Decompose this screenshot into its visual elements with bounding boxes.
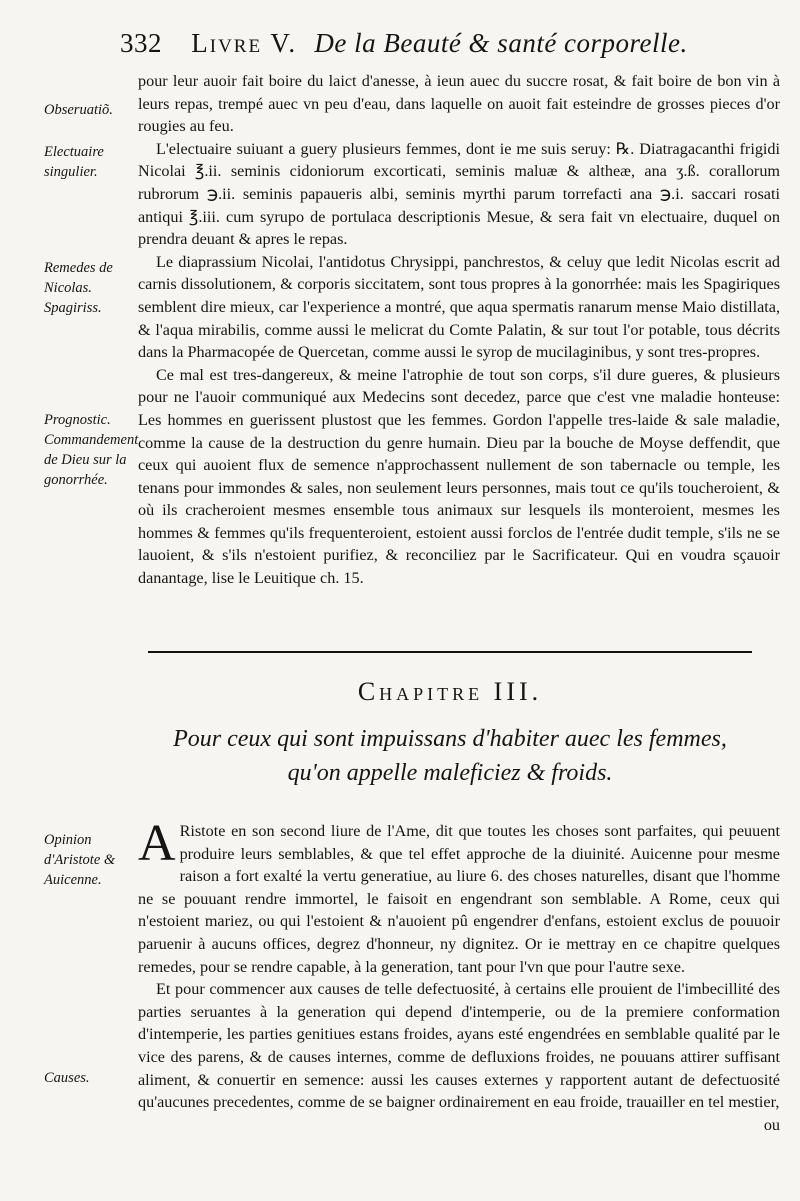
paragraph-mal-dangereux: Ce mal est tres-dangereux, & meine l'atrophie de tout son corps, s'il dure gueres, & plusieurs pour ne l'auoir communiqué aux Medecins sont decedez, parce que c'est vne maladie honteuse: Les hommes en guerissent plustost que les femmes. Gordon l'appelle tres-laide & sale maladie, comme la cause de la destruction du genre humain. Dieu par la bouche de Moyse deffendit, que ceux qui auoient flux de semence n'approchassent nullement de son tabernacle ou temple, les tenans pour immondes & sales, non seulement leurs personnes, mais tout ce qu'ils toucheroient, & où ils cracheroient mesmes ensemble tous animaux sur lesquels ils monteroient, mesmes les hommes & femmes qu'ils frequenteroient, estoient aussi forclos de l'entrée dudit temple, s'ils ne se lauoient, & s'ils n'estoient purifiez, & reconciliez par le Sacrificateur. Qui en voudra sçauoir danantage, lise le Leuitique ch. 15. xyxy=(138,365,780,588)
book-number: Livre V. xyxy=(191,28,298,58)
section-2-text xyxy=(138,815,780,1136)
paragraph-aristote-body: Ristote en son second liure de l'Ame, dit que toutes les choses sont parfaites, qui peuuent produire leurs semblables, & que tel effet approche de la diuinité. Auicenne pour mesme raison a fort exalté la vertu generatiue, au liure 6. des choses naturelles, disant que l'homme ne se pouuant rendre immortel, le faisoit en engendrant son semblable. A Rome, ceux qui n'estoient mariez, ou qui l'estoient & n'auoient pû engendrer d'enfans, estoient exclus de pouuoir paruenir à aucuns offices, degrez d'honneur, ny dignitez. Or ie mettray en ce chapitre quelques remedes, pour se rendre capable, à la generation, tant pour l'vn que pour l'autre sexe. xyxy=(138,822,780,976)
drop-capital: A xyxy=(138,815,176,872)
running-title: De la Beauté & santé corporelle. xyxy=(314,28,688,58)
margin-note-remedes: Remedes de Nicolas. Spagiriss. xyxy=(44,260,113,316)
margin-note-causes: Causes. xyxy=(44,1070,90,1086)
margin-note-opinion: Opinion d'Aristote & Auicenne. xyxy=(44,832,116,888)
chapter-rule xyxy=(148,651,752,653)
chapter-heading: Chapitre III. xyxy=(357,677,543,706)
catchword: ou xyxy=(763,1115,780,1134)
paragraph-laict: pour leur auoir fait boire du laict d'anesse, à ieun auec du succre rosat, & fait boire de bon vin à leurs repas, trempé auec vn peu d'eau, dans laquelle on auoit fait esteindre de grosses pieces d'or rougies au feu. xyxy=(138,72,780,136)
margin-note-electuaire: Electuaire singulier. xyxy=(44,144,104,180)
running-header xyxy=(120,28,790,68)
paragraph-causes: Et pour commencer aux causes de telle defectuosité, à certains elle prouient de l'imbecillité des parties seruantes à la generation qui depend d'intemperie, ou de la premiere conformation d'intemperie, les parties genitiues estans froides, ayans esté engendrées en semblable qualité par le vice des parens, & de causes internes, comme de defluxions froides, ne pouuans attirer suffisant aliment, & conuertir en semence: aussi les causes externes y rapportent autant de defectuosité qu'aucunes precedentes, comme de se baigner ordinairement en eau froide, trauailler en tel mestier, xyxy=(138,980,780,1112)
paragraph-electuaire: L'electuaire suiuant a guery plusieurs femmes, dont ie me suis seruy: ℞. Diatragacanthi frigidi Nicolai ℥.ii. seminis cidoniorum excorticati, seminis maluæ & altheæ, ana ʒ.ß. corallorum rubrorum ℈.ii. seminis papaueris albi, seminis myrthi parum torrefacti ana ℈.i. saccari rosati antiqui ℥.iii. cum syrupo de portulaca descriptionis Mesue, & sera fait vn electuaire, duquel on prendra deuant & apres le repas. xyxy=(138,139,780,249)
margin-note-observatio: Obseruatiõ. xyxy=(44,102,113,118)
margin-note-prognostic: Prognostic. Commandement de Dieu sur la gonorrhée. xyxy=(44,412,139,488)
chapter-title: Pour ceux qui sont impuissans d'habiter auec les femmes, qu'on appelle maleficiez & froids. xyxy=(173,726,727,786)
paragraph-diaprassium: Le diaprassium Nicolai, l'antidotus Chrysippi, panchrestos, & celuy que ledit Nicolas escrit ad carnis dissolutionem, & corporis siccitatem, sont tous propres à la gonorrhée: mais les Spagiriques semblent dire mieux, car l'experience a montré, que aqua spermatis ranarum mense Maio distillata, & l'aqua mirabilis, comme aussi le melicrat du Comte Palatin, & sur tout l'or potable, tous décrits dans la Pharmacopée de Quercetan, comme aussi le syrop de mucilaginibus, y sont tres-propres. xyxy=(138,252,780,362)
paragraph-aristote xyxy=(138,815,780,978)
section-1-text xyxy=(138,70,780,590)
page-number: 332 xyxy=(120,28,162,58)
